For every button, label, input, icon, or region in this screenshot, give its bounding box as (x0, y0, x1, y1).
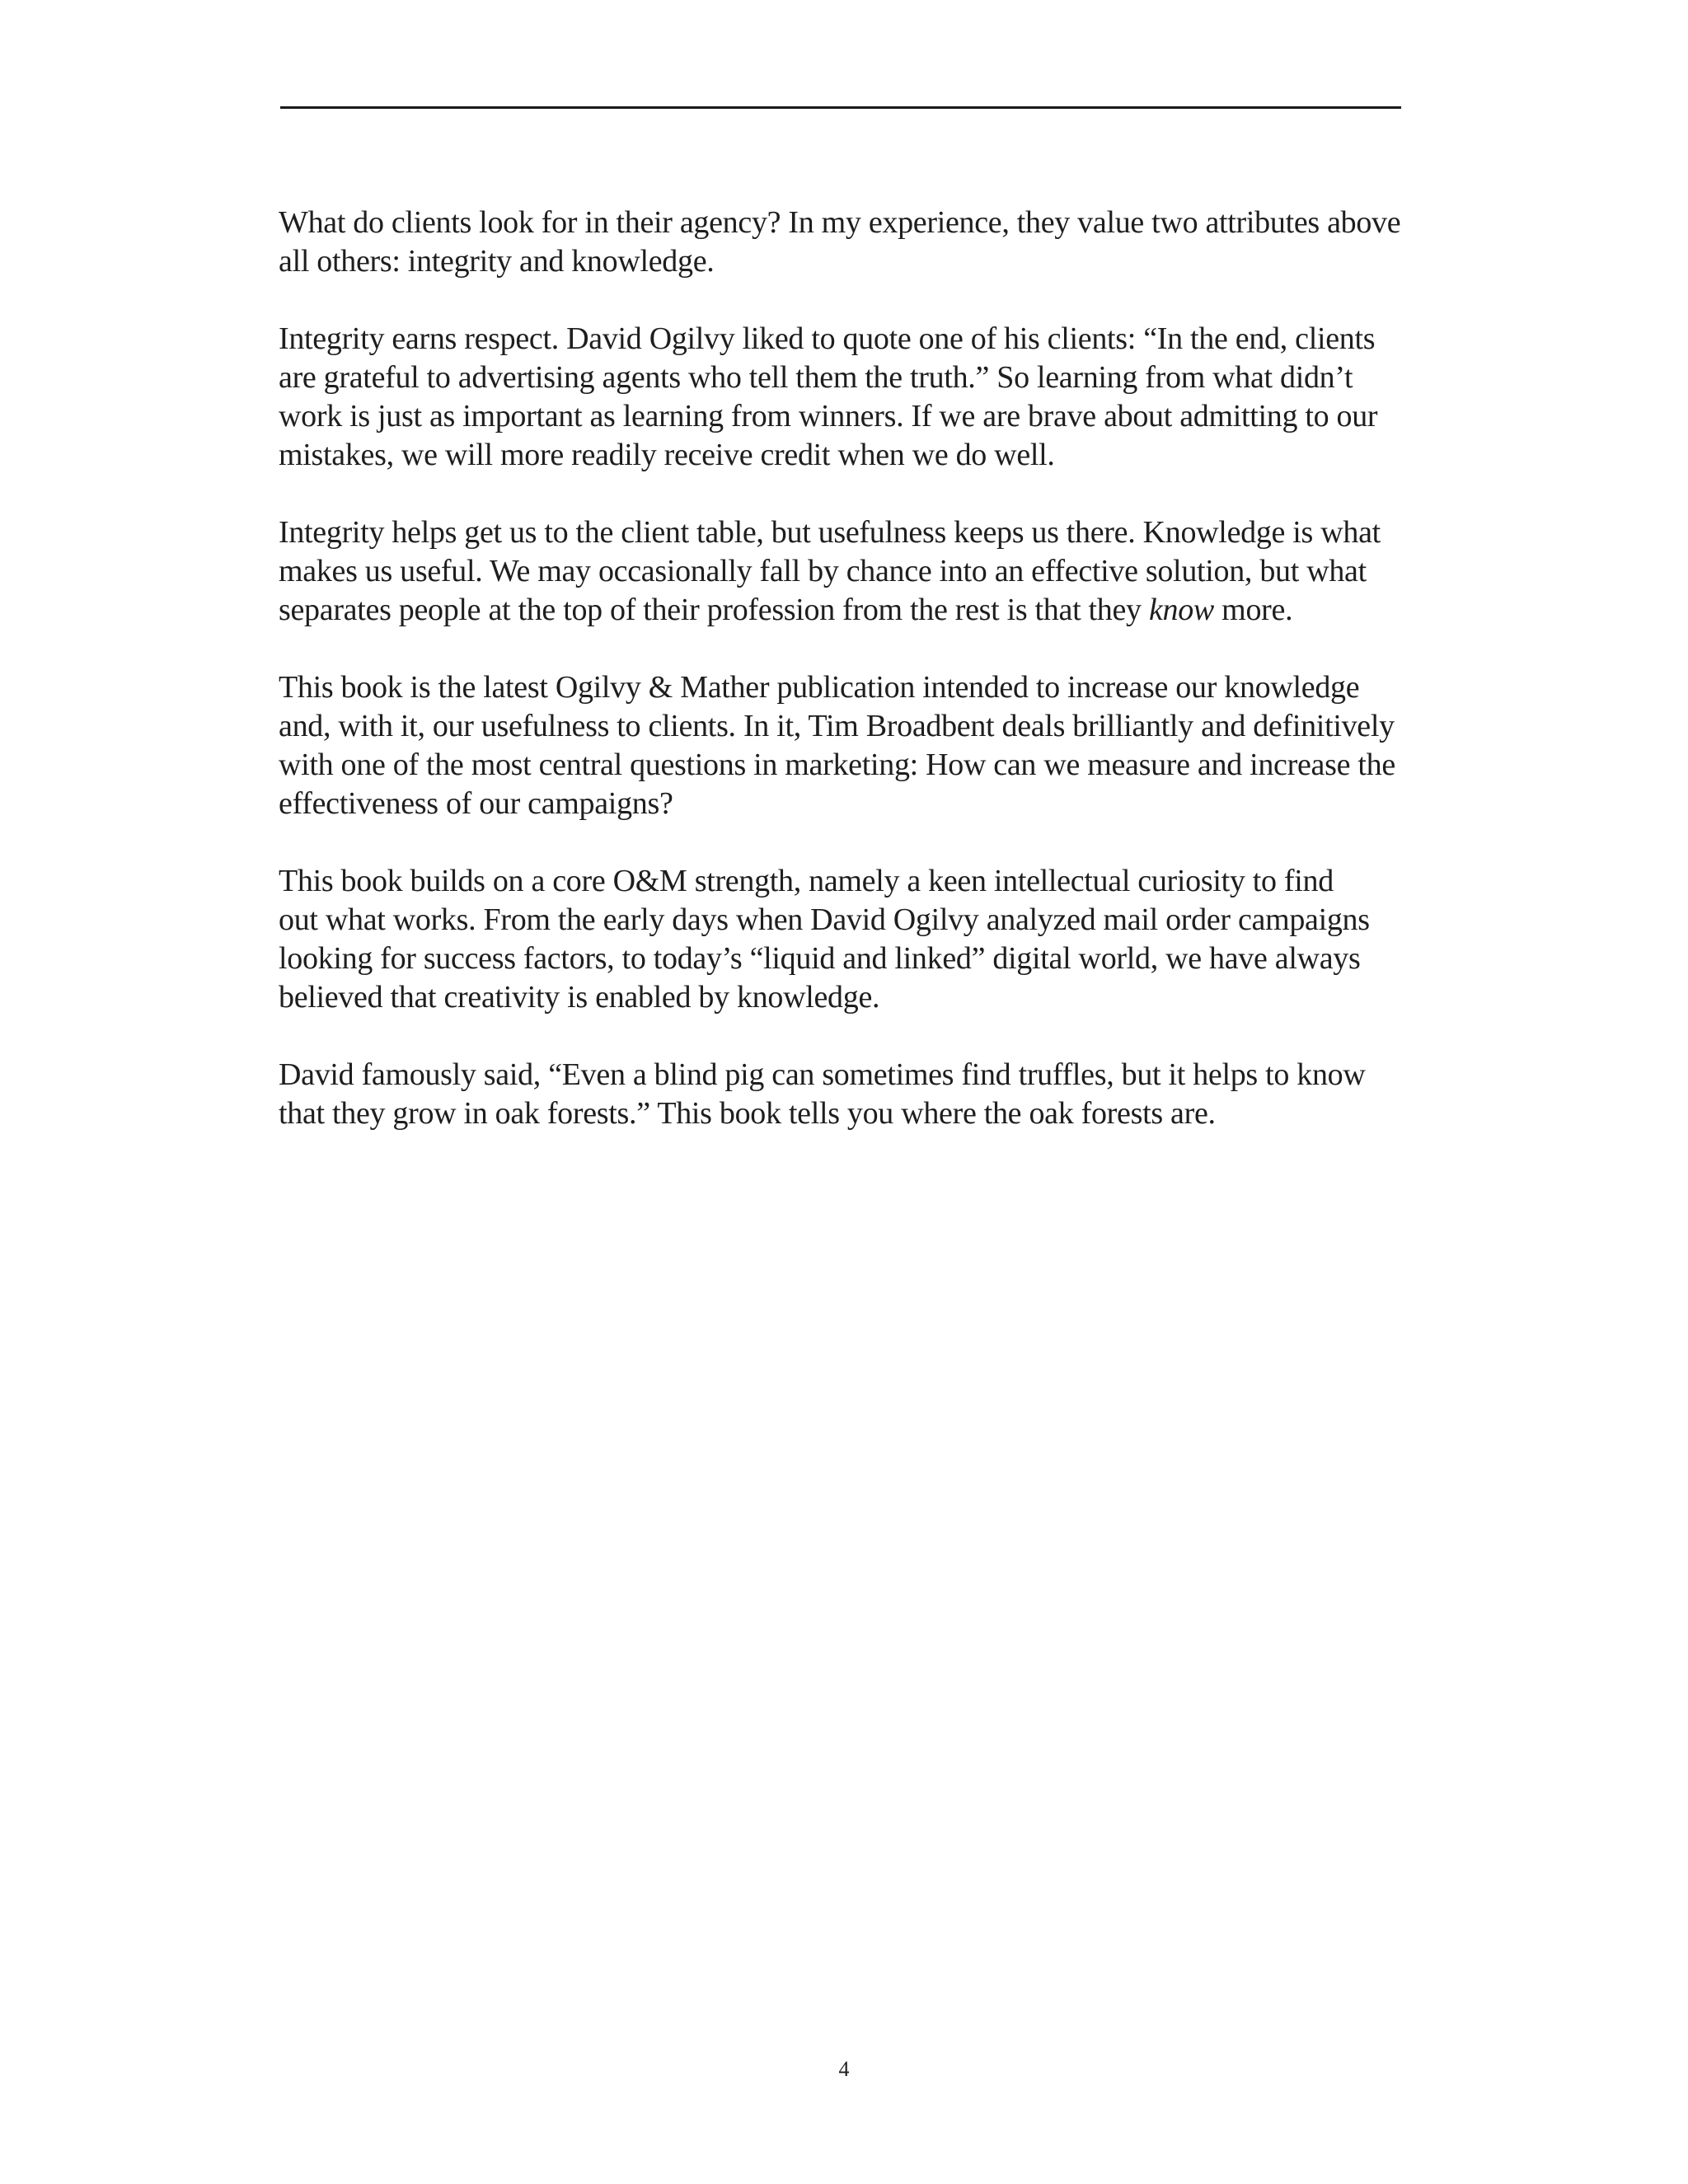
top-rule (280, 106, 1401, 109)
paragraph-1: What do clients look for in their agency? In my experience, they value two attributes above all others: integrity and knowledge. (279, 205, 1401, 279)
paragraph-4: This book is the latest Ogilvy & Mather publication intended to increase our knowledge and, with it, our usefulness to clients. In it, Tim Broadbent deals brilliantly and definitively with one of the most central questions in marketing: How can we measure and increase the effectiveness of our campaigns? (279, 670, 1395, 821)
body-text (279, 204, 1408, 1172)
paragraph-2: Integrity earns respect. David Ogilvy liked to quote one of his clients: “In the end, clients are grateful to advertising agents who tell them the truth.” So learning from what didn’t work is just as important as learning from winners. If we are brave about admitting to our mistakes, we will more readily receive credit when we do well. (279, 321, 1378, 472)
paragraph-6: David famously said, “Even a blind pig can sometimes find truffles, but it helps to know that they grow in oak forests.” This book tells you where the oak forests are. (279, 1057, 1366, 1131)
paragraph-5: This book builds on a core O&M strength, namely a keen intellectual curiosity to find out what works. From the early days when David Ogilvy analyzed mail order campaigns looking for success factors, to today’s “liquid and linked” digital world, we have always believed that creativity is enabled by knowledge. (279, 864, 1370, 1015)
paragraph-3-end: more. (1213, 593, 1293, 627)
paragraph-3 (279, 513, 1408, 630)
page-number: 4 (838, 2057, 850, 2081)
paragraph-3-text: Integrity helps get us to the client table, but usefulness keeps us there. Knowledge is what makes us useful. We may occasionally fall by chance into an effective solution, but what separates people at the top of their profession from the rest is that they (279, 515, 1381, 627)
paragraph-3-emphasis: know (1148, 593, 1214, 627)
